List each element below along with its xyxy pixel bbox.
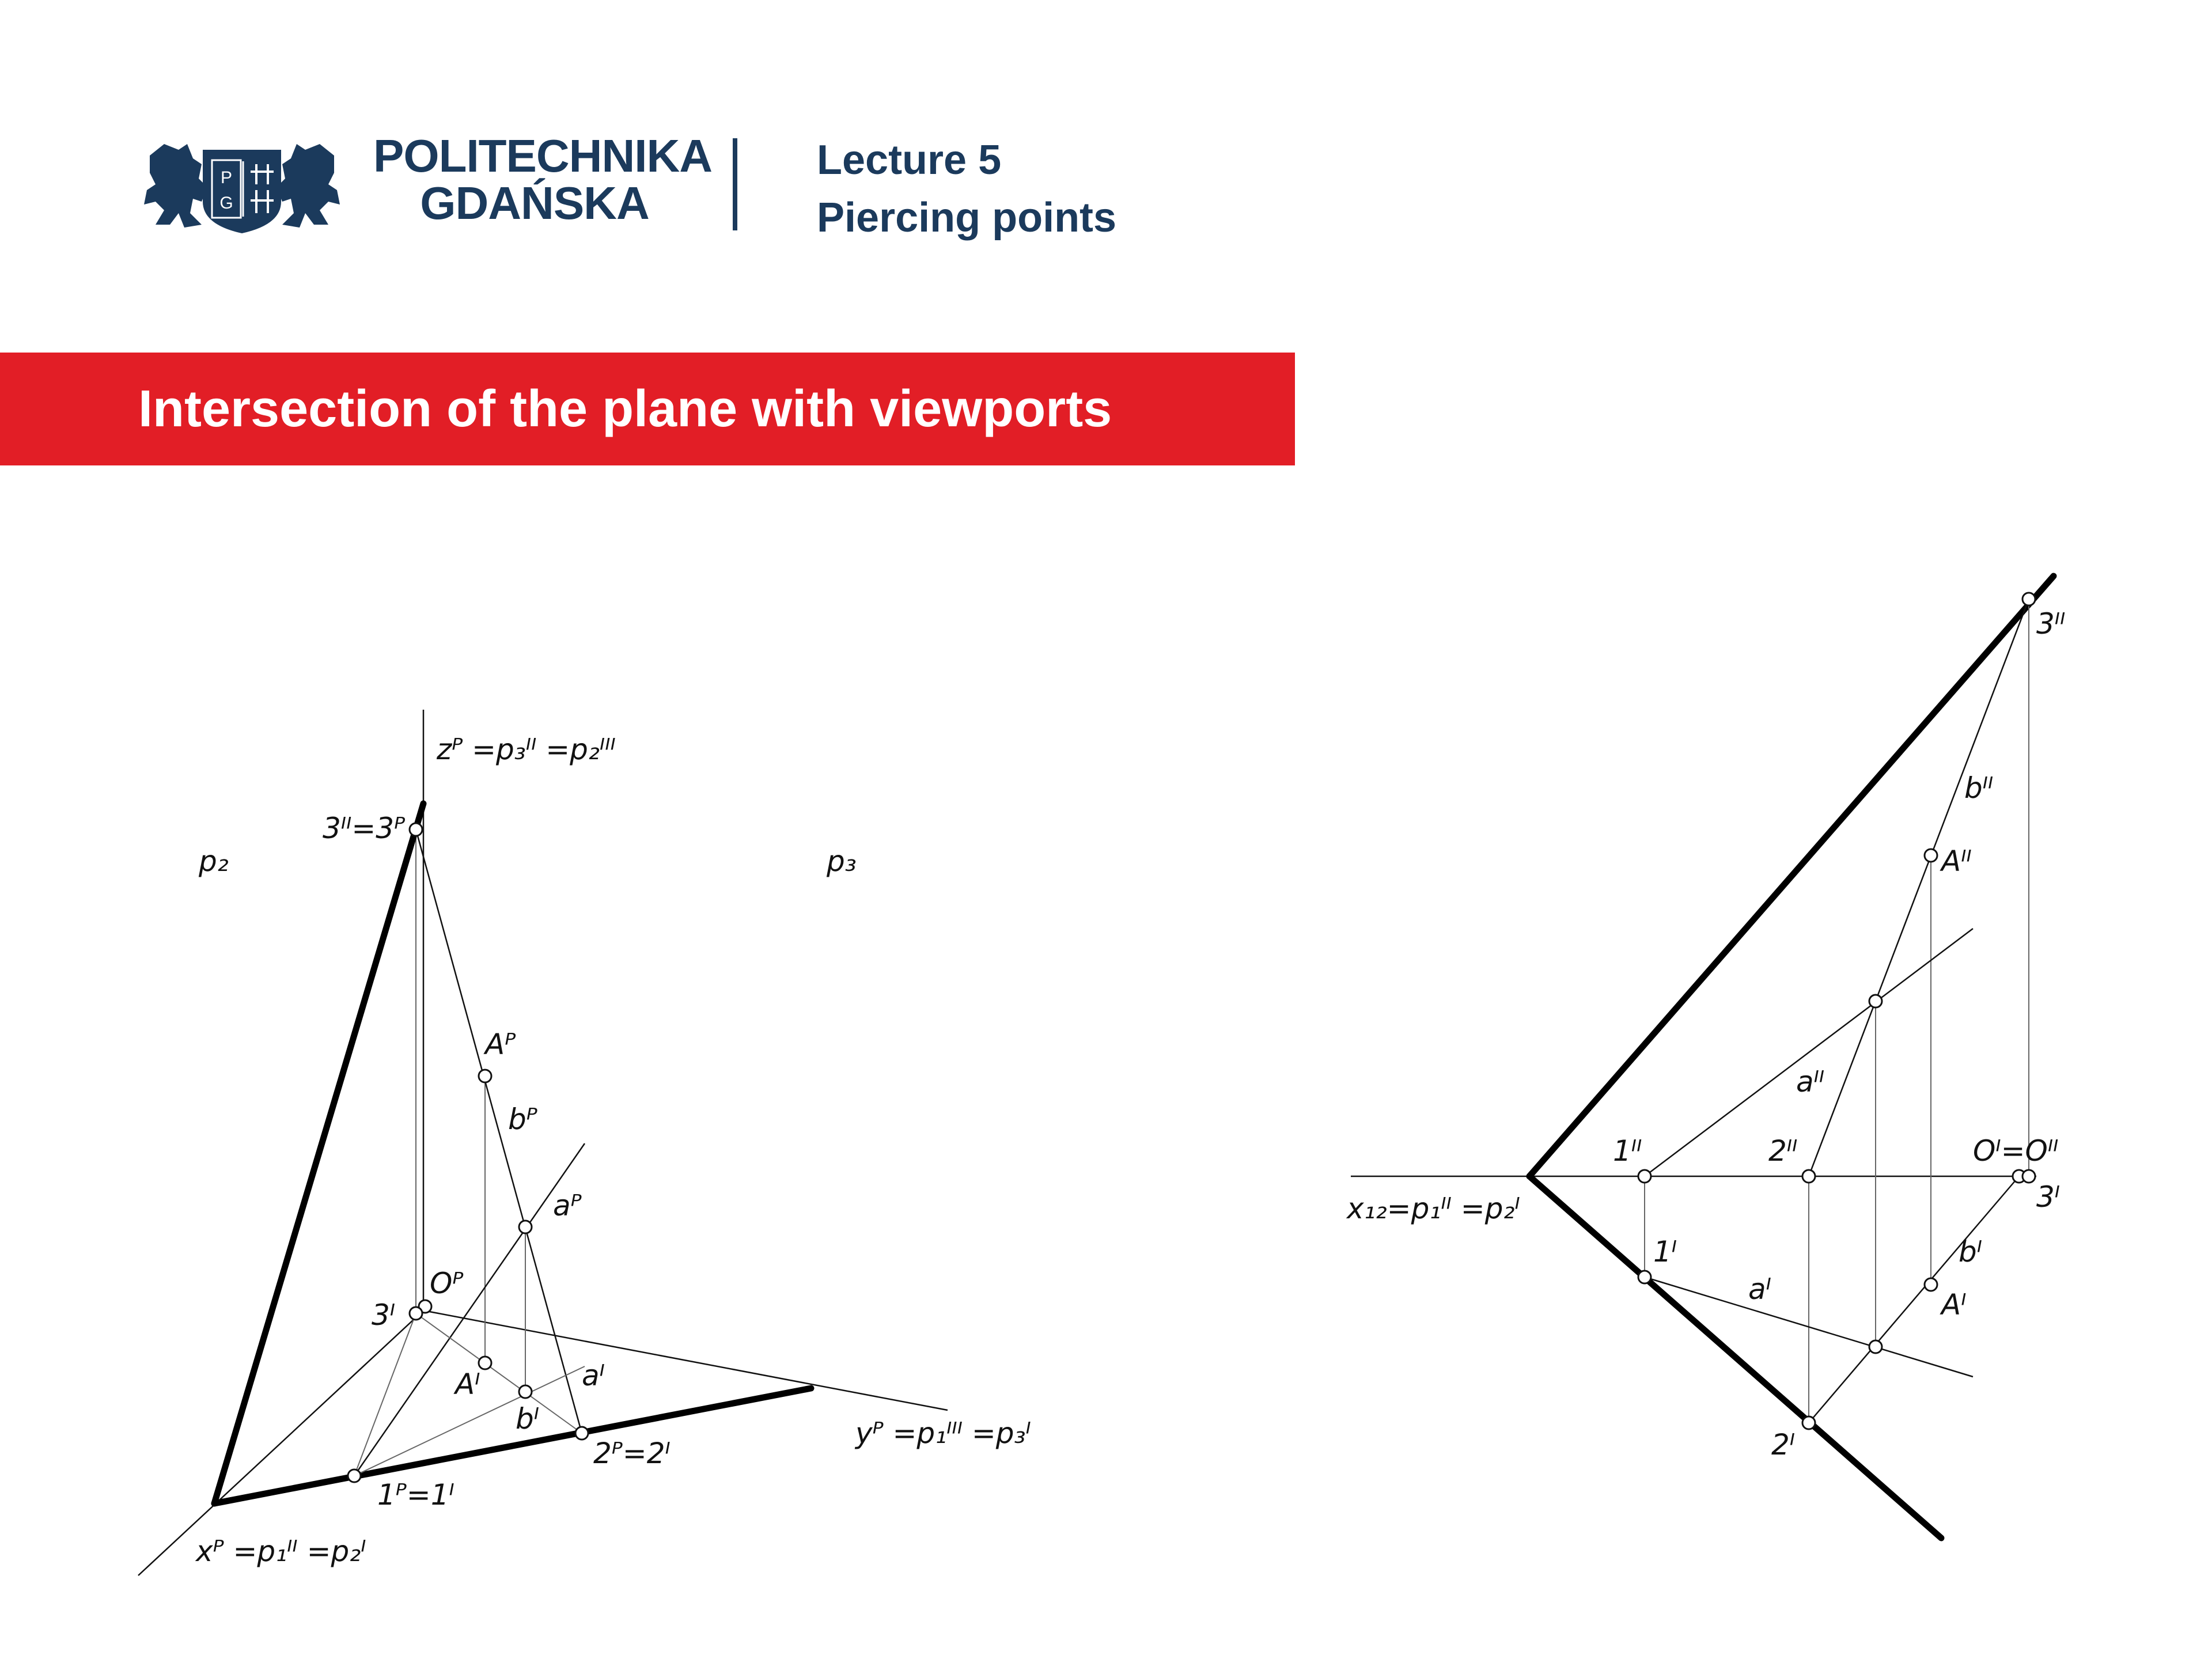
point-1ii: [1638, 1170, 1651, 1183]
point-3ii: [2022, 593, 2035, 605]
plane-trace-lower: [1529, 1176, 1941, 1538]
label-axis-x: xᴾ =p₁ᴵᴵ =p₂ᴵ: [196, 1535, 366, 1568]
point-2i: [1802, 1416, 1815, 1429]
label-plane-p3: p₃: [827, 844, 857, 878]
emblem-letter-g: G: [219, 194, 233, 213]
slide-title: Intersection of the plane with viewports: [138, 380, 1112, 438]
label-point-Ap: Aᴾ: [485, 1028, 516, 1061]
label-line-bii: bᴵᴵ: [1964, 771, 1994, 805]
plane-trace-xy: [214, 1388, 811, 1503]
university-emblem-icon: [138, 132, 346, 236]
line-b-i: [1809, 1176, 2019, 1423]
label-point-3i: 3ᴵ: [372, 1298, 396, 1332]
point-ap-intersection: [519, 1221, 532, 1233]
wordmark-line-1: POLITECHNIKA: [373, 130, 712, 181]
label-line-ai: aᴵ: [582, 1359, 605, 1392]
lecture-number: Lecture 5: [817, 137, 1002, 183]
point-bi: [519, 1385, 532, 1398]
label-point-1i: 1ᴵ: [1653, 1235, 1677, 1268]
point-3i: [410, 1307, 422, 1320]
line-b-projection-i: [416, 1313, 582, 1433]
point-Ap: [479, 1070, 491, 1082]
label-plane-p2: p₂: [199, 844, 229, 878]
point-1: [348, 1469, 361, 1482]
label-line-ai-right: aᴵ: [1748, 1272, 1771, 1306]
label-point-1: 1ᴾ=1ᴵ: [377, 1478, 454, 1512]
emblem-letter-p: P: [220, 168, 233, 187]
plane-trace-upper: [1529, 576, 2054, 1176]
label-point-3: 3ᴵᴵ=3ᴾ: [323, 812, 406, 845]
university-wordmark: [373, 130, 712, 229]
line-b-projection-p: [416, 830, 582, 1433]
label-line-bp: bᴾ: [508, 1103, 537, 1136]
title-banner: [0, 353, 1295, 465]
point-3i-right: [2022, 1170, 2035, 1183]
label-point-2i: 2ᴵ: [1771, 1428, 1796, 1461]
left-axonometric-diagram: [138, 710, 1031, 1575]
label-line-aii: aᴵᴵ: [1796, 1065, 1825, 1099]
label-point-2: 2ᴾ=2ᴵ: [593, 1437, 671, 1470]
lecture-topic: Piercing points: [817, 195, 1117, 241]
label-point-3ii: 3ᴵᴵ: [2036, 607, 2066, 641]
point-2ii: [1802, 1170, 1815, 1183]
label-point-Ai-right: Aᴵ: [1941, 1288, 1967, 1321]
axis-y-line: [423, 1310, 948, 1410]
point-Aii: [1925, 849, 1937, 862]
label-point-3i-right: 3ᴵ: [2036, 1180, 2061, 1214]
label-axis-y: yᴾ =p₁ᴵᴵᴵ =p₃ᴵ: [855, 1416, 1031, 1450]
point-1i: [1638, 1271, 1651, 1283]
point-Ai-right: [1925, 1278, 1937, 1291]
point-a-i-intersection: [1869, 1340, 1882, 1353]
line-a-ii: [1645, 929, 1973, 1176]
label-point-Op: Oᴾ: [430, 1267, 464, 1300]
header-divider: [733, 138, 737, 230]
label-point-Aii: Aᴵᴵ: [1941, 844, 1972, 878]
right-griffin-icon: [276, 144, 340, 228]
plane-trace-zx: [214, 804, 423, 1503]
label-axis-x12: x₁₂=p₁ᴵᴵ =p₂ᴵ: [1347, 1192, 1520, 1225]
geometry-diagram: [0, 518, 2212, 1659]
slide-header: [0, 0, 2212, 323]
shield-icon: [203, 150, 281, 233]
left-griffin-icon: [144, 144, 207, 228]
point-a-ii-intersection: [1869, 995, 1882, 1007]
wordmark-line-2: GDAŃSKA: [420, 177, 649, 229]
label-line-ap: aᴾ: [553, 1189, 582, 1222]
label-point-O: Oᴵ=Oᴵᴵ: [1973, 1134, 2059, 1168]
point-Ai: [479, 1357, 491, 1369]
label-line-bi-right: bᴵ: [1959, 1235, 1983, 1268]
lecture-info: [817, 131, 1116, 247]
point-3p: [410, 823, 422, 836]
label-point-Ai: Aᴵ: [455, 1368, 480, 1401]
label-point-2ii: 2ᴵᴵ: [1768, 1134, 1798, 1168]
right-orthographic-diagram: [1346, 576, 2065, 1538]
line-b-ii: [1809, 599, 2029, 1176]
point-2: [575, 1427, 588, 1440]
label-axis-z: zᴾ =p₃ᴵᴵ =p₂ᴵᴵᴵ: [437, 733, 616, 766]
label-point-1ii: 1ᴵᴵ: [1613, 1134, 1642, 1168]
label-line-bi: bᴵ: [516, 1402, 540, 1435]
